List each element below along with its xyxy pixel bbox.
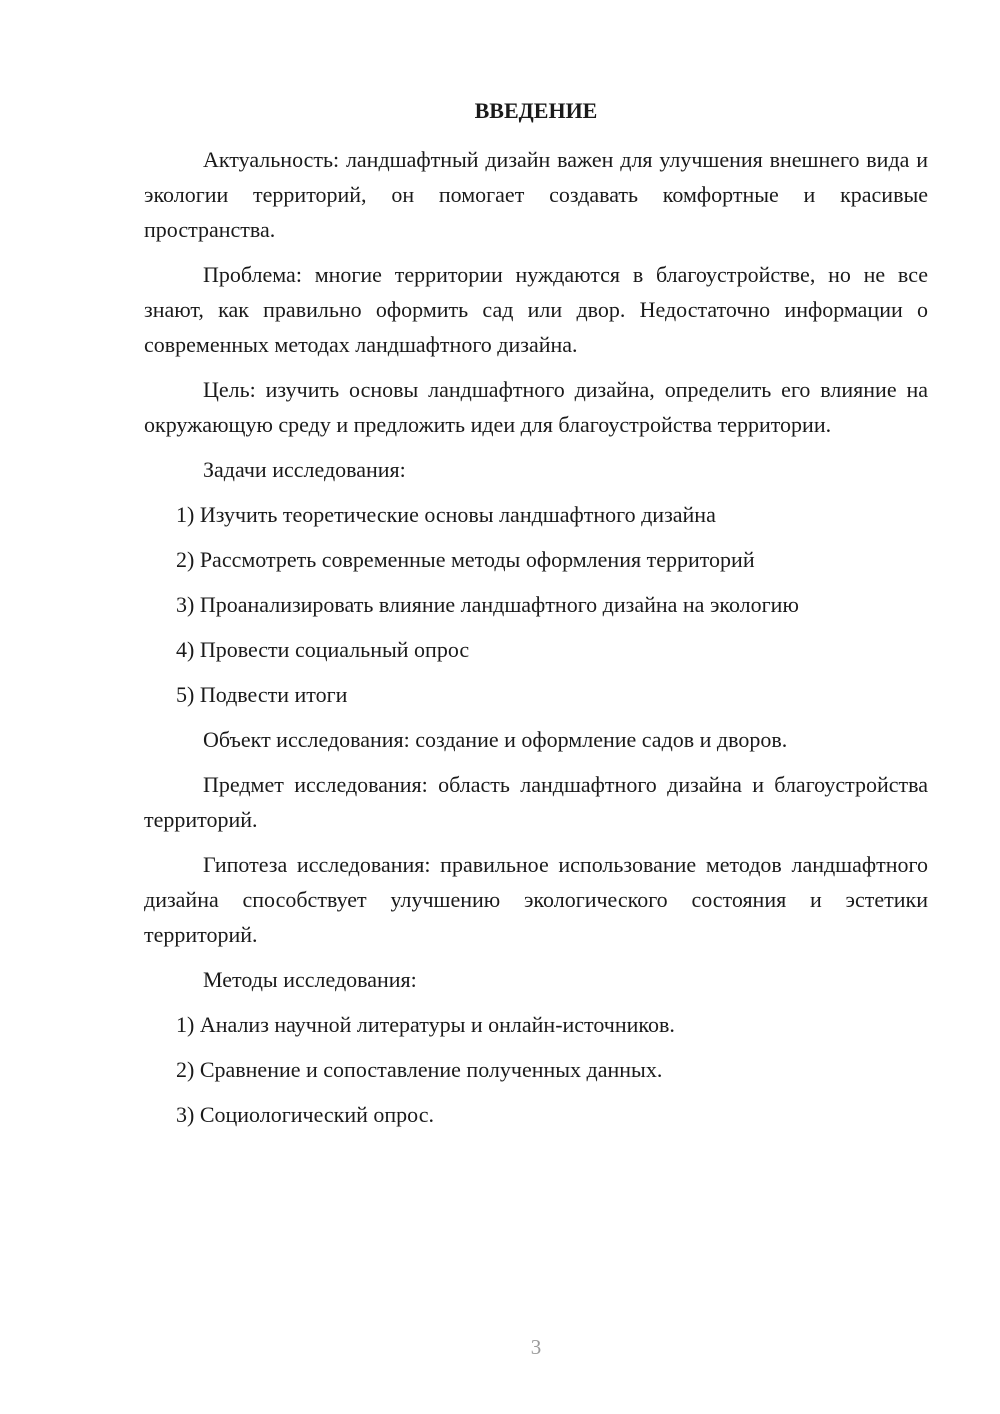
subject-paragraph: Предмет исследования: область ландшафтного дизайна и благоустройства территорий.	[144, 772, 928, 832]
document-body	[144, 142, 928, 1142]
method-item-3: 3) Социологический опрос.	[176, 1102, 434, 1127]
problem-paragraph: Проблема: многие территории нуждаются в благоустройстве, но не все знают, как правильно оформить сад или двор. Недостаточно информации о современных методах ландшафтного дизайна.	[144, 262, 928, 357]
task-item-2: 2) Рассмотреть современные методы оформления территорий	[176, 547, 755, 572]
method-item-2: 2) Сравнение и сопоставление полученных данных.	[176, 1057, 663, 1082]
page-number: 3	[530, 1335, 542, 1359]
task-item-1: 1) Изучить теоретические основы ландшафтного дизайна	[176, 502, 716, 527]
page-title: ВВЕДЕНИЕ	[474, 98, 598, 123]
task-item-5: 5) Подвести итоги	[176, 682, 348, 707]
tasks-label: Задачи исследования:	[203, 457, 406, 482]
goal-paragraph: Цель: изучить основы ландшафтного дизайна, определить его влияние на окружающую среду и предложить идеи для благоустройства территории.	[144, 377, 928, 437]
object-paragraph: Объект исследования: создание и оформление садов и дворов.	[203, 727, 788, 752]
task-item-4: 4) Провести социальный опрос	[176, 637, 470, 662]
methods-label: Методы исследования:	[203, 967, 417, 992]
method-item-1: 1) Анализ научной литературы и онлайн-источников.	[176, 1012, 675, 1037]
task-item-3: 3) Проанализировать влияние ландшафтного дизайна на экологию	[176, 592, 799, 617]
relevance-paragraph: Актуальность: ландшафтный дизайн важен для улучшения внешнего вида и экологии территорий, он помогает создавать комфортные и красивые пространства.	[144, 147, 928, 242]
hypothesis-paragraph: Гипотеза исследования: правильное использование методов ландшафтного дизайна способствует улучшению экологического состояния и эстетики территорий.	[144, 852, 928, 947]
